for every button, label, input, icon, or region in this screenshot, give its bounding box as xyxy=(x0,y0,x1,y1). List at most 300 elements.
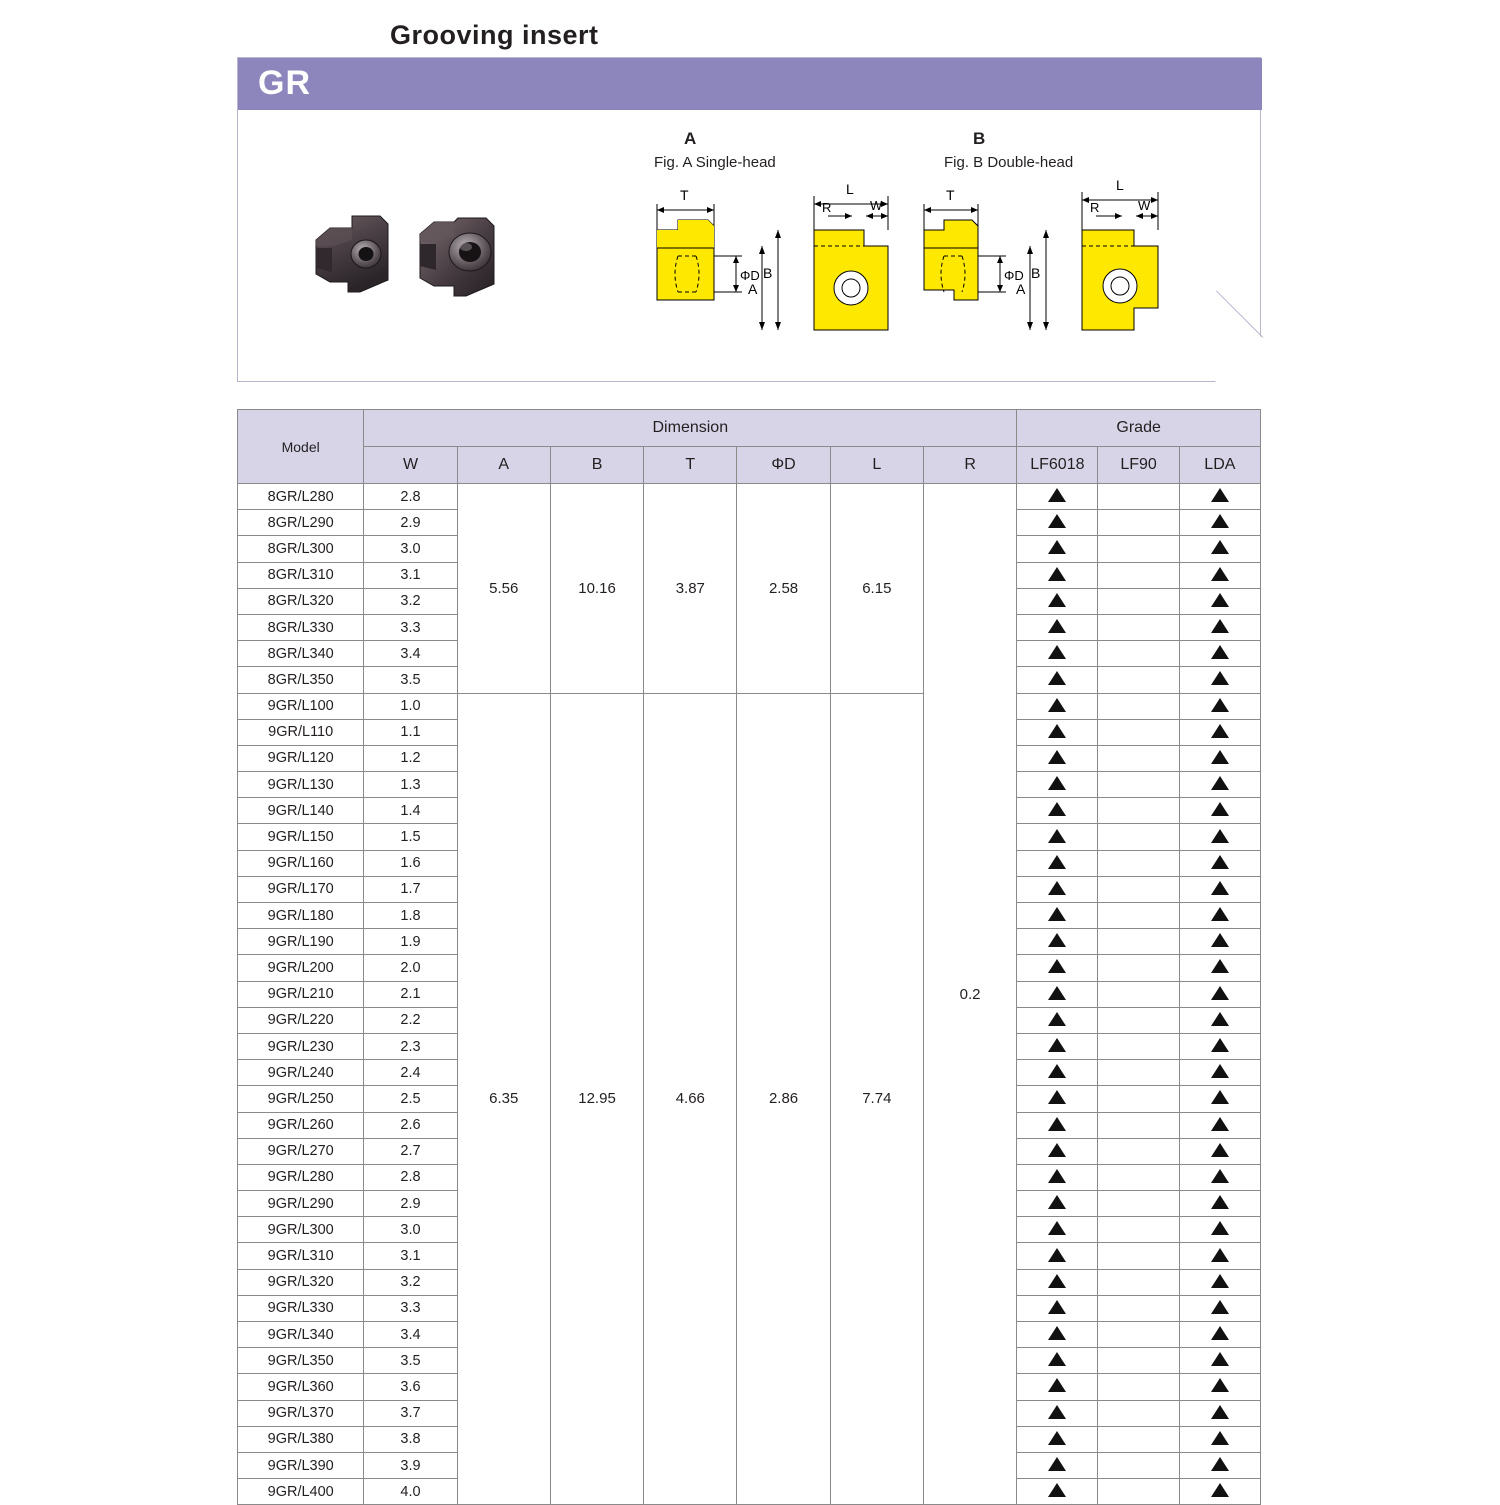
cell-grade-available xyxy=(1179,824,1260,850)
cell-grade-empty xyxy=(1098,903,1179,929)
triangle-icon xyxy=(1048,907,1066,921)
page-title: Grooving insert xyxy=(390,20,599,50)
triangle-icon xyxy=(1048,855,1066,869)
triangle-icon xyxy=(1048,1221,1066,1235)
cell-grade-available xyxy=(1017,641,1098,667)
cell-width: 3.8 xyxy=(364,1426,457,1452)
cell-grade-available xyxy=(1179,484,1260,510)
cell-grade-available xyxy=(1179,903,1260,929)
cell-width: 1.5 xyxy=(364,824,457,850)
cell-grade-available xyxy=(1017,1426,1098,1452)
cell-model: 9GR/L140 xyxy=(238,798,364,824)
cell-a-merged: 5.56 xyxy=(457,484,550,694)
triangle-icon xyxy=(1211,671,1229,685)
triangle-icon xyxy=(1211,567,1229,581)
spec-table xyxy=(237,409,1261,1505)
table-body xyxy=(238,484,1261,1505)
cell-grade-empty xyxy=(1098,1191,1179,1217)
header-dim-w: W xyxy=(364,447,457,484)
hero-corner-cut xyxy=(1215,336,1261,382)
triangle-icon xyxy=(1048,1300,1066,1314)
header-model: Model xyxy=(238,410,364,484)
cell-grade-available xyxy=(1179,1217,1260,1243)
cell-model: 9GR/L170 xyxy=(238,876,364,902)
triangle-icon xyxy=(1048,1457,1066,1471)
triangle-icon xyxy=(1048,1117,1066,1131)
cell-width: 3.5 xyxy=(364,667,457,693)
svg-text:L: L xyxy=(846,181,854,197)
cell-grade-empty xyxy=(1098,1348,1179,1374)
cell-grade-available xyxy=(1017,1243,1098,1269)
cell-grade-available xyxy=(1179,1452,1260,1478)
cell-grade-available xyxy=(1017,1322,1098,1348)
cell-grade-empty xyxy=(1098,876,1179,902)
triangle-icon xyxy=(1048,1378,1066,1392)
cell-width: 1.8 xyxy=(364,903,457,929)
triangle-icon xyxy=(1211,1169,1229,1183)
cell-width: 1.7 xyxy=(364,876,457,902)
header-dim-dd: ΦD xyxy=(737,447,830,484)
triangle-icon xyxy=(1048,1326,1066,1340)
triangle-icon xyxy=(1048,1248,1066,1262)
svg-text:T: T xyxy=(946,187,955,203)
cell-grade-available xyxy=(1179,772,1260,798)
cell-width: 3.2 xyxy=(364,588,457,614)
cell-grade-available xyxy=(1017,798,1098,824)
cell-grade-empty xyxy=(1098,745,1179,771)
cell-model: 9GR/L280 xyxy=(238,1164,364,1190)
triangle-icon xyxy=(1048,750,1066,764)
cell-width: 3.3 xyxy=(364,614,457,640)
header-grade-lf90: LF90 xyxy=(1098,447,1179,484)
cell-grade-available xyxy=(1017,745,1098,771)
cell-t-merged: 4.66 xyxy=(644,693,737,1505)
cell-width: 2.2 xyxy=(364,1007,457,1033)
cell-width: 2.5 xyxy=(364,1086,457,1112)
triangle-icon xyxy=(1211,1038,1229,1052)
cell-width: 3.4 xyxy=(364,641,457,667)
cell-grade-available xyxy=(1017,1452,1098,1478)
cell-grade-empty xyxy=(1098,798,1179,824)
model-band xyxy=(238,58,1262,110)
cell-model: 9GR/L210 xyxy=(238,981,364,1007)
cell-grade-empty xyxy=(1098,1295,1179,1321)
cell-model: 9GR/L380 xyxy=(238,1426,364,1452)
cell-width: 3.1 xyxy=(364,562,457,588)
svg-text:W: W xyxy=(870,198,883,213)
cell-grade-empty xyxy=(1098,719,1179,745)
triangle-icon xyxy=(1048,1195,1066,1209)
cell-grade-available xyxy=(1017,719,1098,745)
cell-model: 9GR/L260 xyxy=(238,1112,364,1138)
cell-width: 3.1 xyxy=(364,1243,457,1269)
cell-grade-empty xyxy=(1098,1138,1179,1164)
cell-width: 3.9 xyxy=(364,1452,457,1478)
triangle-icon xyxy=(1211,855,1229,869)
cell-grade-available xyxy=(1179,1295,1260,1321)
cell-model: 9GR/L300 xyxy=(238,1217,364,1243)
cell-grade-empty xyxy=(1098,929,1179,955)
cell-grade-available xyxy=(1179,588,1260,614)
cell-grade-available xyxy=(1179,667,1260,693)
cell-grade-available xyxy=(1017,1400,1098,1426)
triangle-icon xyxy=(1211,514,1229,528)
cell-grade-available xyxy=(1179,1322,1260,1348)
cell-model: 8GR/L300 xyxy=(238,536,364,562)
cell-width: 3.2 xyxy=(364,1269,457,1295)
cell-grade-empty xyxy=(1098,981,1179,1007)
cell-grade-empty xyxy=(1098,1060,1179,1086)
cell-model: 8GR/L280 xyxy=(238,484,364,510)
figure-a-caption: Fig. A Single-head xyxy=(654,154,776,171)
cell-width: 3.6 xyxy=(364,1374,457,1400)
cell-grade-available xyxy=(1017,876,1098,902)
technical-drawings xyxy=(638,168,1258,373)
triangle-icon xyxy=(1211,619,1229,633)
triangle-icon xyxy=(1048,593,1066,607)
cell-model: 9GR/L330 xyxy=(238,1295,364,1321)
triangle-icon xyxy=(1211,1064,1229,1078)
header-dim-r: R xyxy=(923,447,1016,484)
cell-width: 1.6 xyxy=(364,850,457,876)
cell-grade-empty xyxy=(1098,1452,1179,1478)
cell-model: 9GR/L350 xyxy=(238,1348,364,1374)
cell-model: 9GR/L100 xyxy=(238,693,364,719)
cell-grade-available xyxy=(1179,981,1260,1007)
triangle-icon xyxy=(1048,802,1066,816)
cell-grade-available xyxy=(1017,1191,1098,1217)
figure-a-letter: A xyxy=(684,129,697,148)
triangle-icon xyxy=(1048,1405,1066,1419)
cell-width: 1.0 xyxy=(364,693,457,719)
cell-model: 9GR/L400 xyxy=(238,1479,364,1505)
cell-grade-available xyxy=(1017,1479,1098,1505)
cell-grade-available xyxy=(1179,536,1260,562)
cell-grade-empty xyxy=(1098,1007,1179,1033)
cell-model: 9GR/L190 xyxy=(238,929,364,955)
cell-grade-available xyxy=(1017,1295,1098,1321)
triangle-icon xyxy=(1048,986,1066,1000)
header-dim-b: B xyxy=(550,447,643,484)
cell-grade-available xyxy=(1017,1374,1098,1400)
cell-grade-available xyxy=(1017,929,1098,955)
triangle-icon xyxy=(1211,488,1229,502)
cell-width: 3.7 xyxy=(364,1400,457,1426)
triangle-icon xyxy=(1211,724,1229,738)
cell-grade-available xyxy=(1017,903,1098,929)
cell-model: 9GR/L150 xyxy=(238,824,364,850)
cell-grade-empty xyxy=(1098,1479,1179,1505)
cell-grade-available xyxy=(1179,929,1260,955)
triangle-icon xyxy=(1211,907,1229,921)
cell-width: 3.5 xyxy=(364,1348,457,1374)
triangle-icon xyxy=(1211,933,1229,947)
svg-text:R: R xyxy=(1090,200,1100,215)
cell-width: 2.3 xyxy=(364,1033,457,1059)
cell-width: 2.1 xyxy=(364,981,457,1007)
table-head xyxy=(238,410,1261,484)
header-dimension: Dimension xyxy=(364,410,1017,447)
cell-grade-available xyxy=(1179,1086,1260,1112)
triangle-icon xyxy=(1211,1352,1229,1366)
triangle-icon xyxy=(1211,540,1229,554)
cell-grade-available xyxy=(1017,955,1098,981)
cell-model: 9GR/L180 xyxy=(238,903,364,929)
cell-grade-available xyxy=(1179,562,1260,588)
triangle-icon xyxy=(1048,1064,1066,1078)
triangle-icon xyxy=(1211,593,1229,607)
svg-text:A: A xyxy=(748,281,758,297)
cell-grade-empty xyxy=(1098,1374,1179,1400)
cell-grade-available xyxy=(1179,719,1260,745)
cell-width: 1.4 xyxy=(364,798,457,824)
table-row xyxy=(238,693,1261,719)
cell-l-merged: 6.15 xyxy=(830,484,923,694)
triangle-icon xyxy=(1211,881,1229,895)
triangle-icon xyxy=(1048,514,1066,528)
triangle-icon xyxy=(1211,750,1229,764)
cell-grade-empty xyxy=(1098,1269,1179,1295)
cell-d-merged: 2.58 xyxy=(737,484,830,694)
cell-grade-available xyxy=(1179,745,1260,771)
svg-text:L: L xyxy=(1116,177,1124,193)
band-label: GR xyxy=(258,64,311,102)
cell-grade-available xyxy=(1017,1112,1098,1138)
table-subheader-row xyxy=(238,447,1261,484)
cell-model: 8GR/L290 xyxy=(238,510,364,536)
cell-grade-empty xyxy=(1098,772,1179,798)
triangle-icon xyxy=(1211,1483,1229,1497)
triangle-icon xyxy=(1211,1143,1229,1157)
triangle-icon xyxy=(1048,776,1066,790)
cell-width: 4.0 xyxy=(364,1479,457,1505)
cell-grade-empty xyxy=(1098,1033,1179,1059)
svg-text:B: B xyxy=(763,265,773,281)
cell-width: 2.8 xyxy=(364,1164,457,1190)
header-dim-t: T xyxy=(644,447,737,484)
cell-model: 9GR/L310 xyxy=(238,1243,364,1269)
cell-width: 1.9 xyxy=(364,929,457,955)
cell-grade-available xyxy=(1017,1348,1098,1374)
cell-grade-available xyxy=(1017,562,1098,588)
triangle-icon xyxy=(1048,829,1066,843)
cell-width: 3.3 xyxy=(364,1295,457,1321)
triangle-icon xyxy=(1048,1483,1066,1497)
header-grade-lda: LDA xyxy=(1179,447,1260,484)
cell-width: 1.1 xyxy=(364,719,457,745)
cell-grade-empty xyxy=(1098,1243,1179,1269)
triangle-icon xyxy=(1211,1405,1229,1419)
cell-grade-available xyxy=(1179,1479,1260,1505)
cell-grade-available xyxy=(1017,850,1098,876)
figure-b-caption: Fig. B Double-head xyxy=(944,154,1074,171)
cell-model: 9GR/L120 xyxy=(238,745,364,771)
cell-model: 8GR/L330 xyxy=(238,614,364,640)
svg-text:A: A xyxy=(1016,281,1026,297)
cell-grade-empty xyxy=(1098,536,1179,562)
cell-grade-available xyxy=(1017,588,1098,614)
product-photo xyxy=(308,188,558,318)
spec-table-wrapper xyxy=(237,409,1261,1505)
triangle-icon xyxy=(1211,1195,1229,1209)
cell-grade-empty xyxy=(1098,824,1179,850)
triangle-icon xyxy=(1211,1117,1229,1131)
svg-text:T: T xyxy=(680,187,689,203)
cell-grade-available xyxy=(1179,1138,1260,1164)
triangle-icon xyxy=(1211,698,1229,712)
cell-grade-available xyxy=(1179,1060,1260,1086)
cell-grade-available xyxy=(1179,876,1260,902)
cell-width: 1.2 xyxy=(364,745,457,771)
triangle-icon xyxy=(1211,1090,1229,1104)
triangle-icon xyxy=(1211,1300,1229,1314)
cell-grade-available xyxy=(1017,1007,1098,1033)
cell-grade-empty xyxy=(1098,614,1179,640)
hero-panel xyxy=(237,57,1261,382)
cell-model: 9GR/L200 xyxy=(238,955,364,981)
cell-model: 8GR/L340 xyxy=(238,641,364,667)
triangle-icon xyxy=(1211,776,1229,790)
cell-grade-available xyxy=(1017,484,1098,510)
svg-text:ΦD: ΦD xyxy=(740,268,760,283)
cell-model: 9GR/L220 xyxy=(238,1007,364,1033)
cell-width: 2.4 xyxy=(364,1060,457,1086)
triangle-icon xyxy=(1048,619,1066,633)
cell-d-merged: 2.86 xyxy=(737,693,830,1505)
triangle-icon xyxy=(1048,1012,1066,1026)
triangle-icon xyxy=(1211,1012,1229,1026)
header-grade-lf6018: LF6018 xyxy=(1017,447,1098,484)
cell-grade-available xyxy=(1179,693,1260,719)
svg-text:R: R xyxy=(822,200,832,215)
cell-grade-available xyxy=(1017,1138,1098,1164)
cell-model: 9GR/L250 xyxy=(238,1086,364,1112)
triangle-icon xyxy=(1211,1431,1229,1445)
triangle-icon xyxy=(1048,1431,1066,1445)
cell-grade-empty xyxy=(1098,1164,1179,1190)
cell-grade-available xyxy=(1179,955,1260,981)
cell-a-merged: 6.35 xyxy=(457,693,550,1505)
cell-l-merged: 7.74 xyxy=(830,693,923,1505)
triangle-icon xyxy=(1211,645,1229,659)
triangle-icon xyxy=(1211,959,1229,973)
figure-b-letter: B xyxy=(973,129,986,148)
triangle-icon xyxy=(1048,881,1066,895)
triangle-icon xyxy=(1211,1326,1229,1340)
cell-grade-available xyxy=(1017,1033,1098,1059)
cell-grade-empty xyxy=(1098,1217,1179,1243)
table-row xyxy=(238,484,1261,510)
cell-grade-empty xyxy=(1098,1400,1179,1426)
cell-grade-available xyxy=(1179,1243,1260,1269)
triangle-icon xyxy=(1211,1378,1229,1392)
cell-grade-available xyxy=(1017,1086,1098,1112)
cell-grade-empty xyxy=(1098,955,1179,981)
cell-grade-available xyxy=(1179,1164,1260,1190)
cell-model: 8GR/L320 xyxy=(238,588,364,614)
triangle-icon xyxy=(1048,671,1066,685)
cell-model: 9GR/L390 xyxy=(238,1452,364,1478)
cell-width: 2.9 xyxy=(364,1191,457,1217)
header-dim-a: A xyxy=(457,447,550,484)
cell-width: 2.9 xyxy=(364,510,457,536)
cell-model: 9GR/L240 xyxy=(238,1060,364,1086)
triangle-icon xyxy=(1211,1457,1229,1471)
cell-grade-empty xyxy=(1098,693,1179,719)
triangle-icon xyxy=(1211,802,1229,816)
cell-grade-available xyxy=(1017,981,1098,1007)
cell-width: 2.6 xyxy=(364,1112,457,1138)
cell-width: 3.4 xyxy=(364,1322,457,1348)
triangle-icon xyxy=(1048,1274,1066,1288)
cell-model: 9GR/L270 xyxy=(238,1138,364,1164)
cell-grade-available xyxy=(1017,824,1098,850)
svg-text:B: B xyxy=(1031,265,1041,281)
cell-b-merged: 10.16 xyxy=(550,484,643,694)
cell-grade-available xyxy=(1017,1164,1098,1190)
triangle-icon xyxy=(1048,959,1066,973)
cell-model: 8GR/L350 xyxy=(238,667,364,693)
cell-width: 2.8 xyxy=(364,484,457,510)
header-dim-l: L xyxy=(830,447,923,484)
cell-model: 9GR/L340 xyxy=(238,1322,364,1348)
cell-model: 9GR/L130 xyxy=(238,772,364,798)
triangle-icon xyxy=(1211,1248,1229,1262)
cell-width: 1.3 xyxy=(364,772,457,798)
triangle-icon xyxy=(1048,567,1066,581)
cell-width: 3.0 xyxy=(364,1217,457,1243)
cell-grade-available xyxy=(1017,1217,1098,1243)
cell-model: 9GR/L110 xyxy=(238,719,364,745)
triangle-icon xyxy=(1048,1352,1066,1366)
cell-grade-available xyxy=(1179,1348,1260,1374)
cell-b-merged: 12.95 xyxy=(550,693,643,1505)
cell-width: 2.7 xyxy=(364,1138,457,1164)
cell-grade-available xyxy=(1179,1191,1260,1217)
triangle-icon xyxy=(1211,986,1229,1000)
cell-model: 9GR/L360 xyxy=(238,1374,364,1400)
cell-grade-available xyxy=(1179,641,1260,667)
cell-grade-available xyxy=(1179,510,1260,536)
svg-text:ΦD: ΦD xyxy=(1004,268,1024,283)
cell-grade-available xyxy=(1017,510,1098,536)
cell-grade-available xyxy=(1179,1269,1260,1295)
cell-grade-available xyxy=(1179,1033,1260,1059)
triangle-icon xyxy=(1048,1169,1066,1183)
cell-grade-empty xyxy=(1098,588,1179,614)
triangle-icon xyxy=(1048,645,1066,659)
cell-grade-available xyxy=(1017,614,1098,640)
triangle-icon xyxy=(1048,488,1066,502)
cell-r-merged: 0.2 xyxy=(923,484,1016,1505)
cell-grade-empty xyxy=(1098,1426,1179,1452)
header-grade: Grade xyxy=(1017,410,1261,447)
cell-grade-available xyxy=(1017,1269,1098,1295)
cell-grade-empty xyxy=(1098,641,1179,667)
triangle-icon xyxy=(1048,1143,1066,1157)
cell-grade-available xyxy=(1179,1112,1260,1138)
triangle-icon xyxy=(1211,1221,1229,1235)
cell-grade-empty xyxy=(1098,1086,1179,1112)
cell-grade-available xyxy=(1017,667,1098,693)
cell-grade-empty xyxy=(1098,484,1179,510)
cell-model: 9GR/L290 xyxy=(238,1191,364,1217)
cell-grade-available xyxy=(1179,1426,1260,1452)
triangle-icon xyxy=(1211,829,1229,843)
cell-model: 9GR/L370 xyxy=(238,1400,364,1426)
cell-model: 9GR/L320 xyxy=(238,1269,364,1295)
triangle-icon xyxy=(1048,540,1066,554)
